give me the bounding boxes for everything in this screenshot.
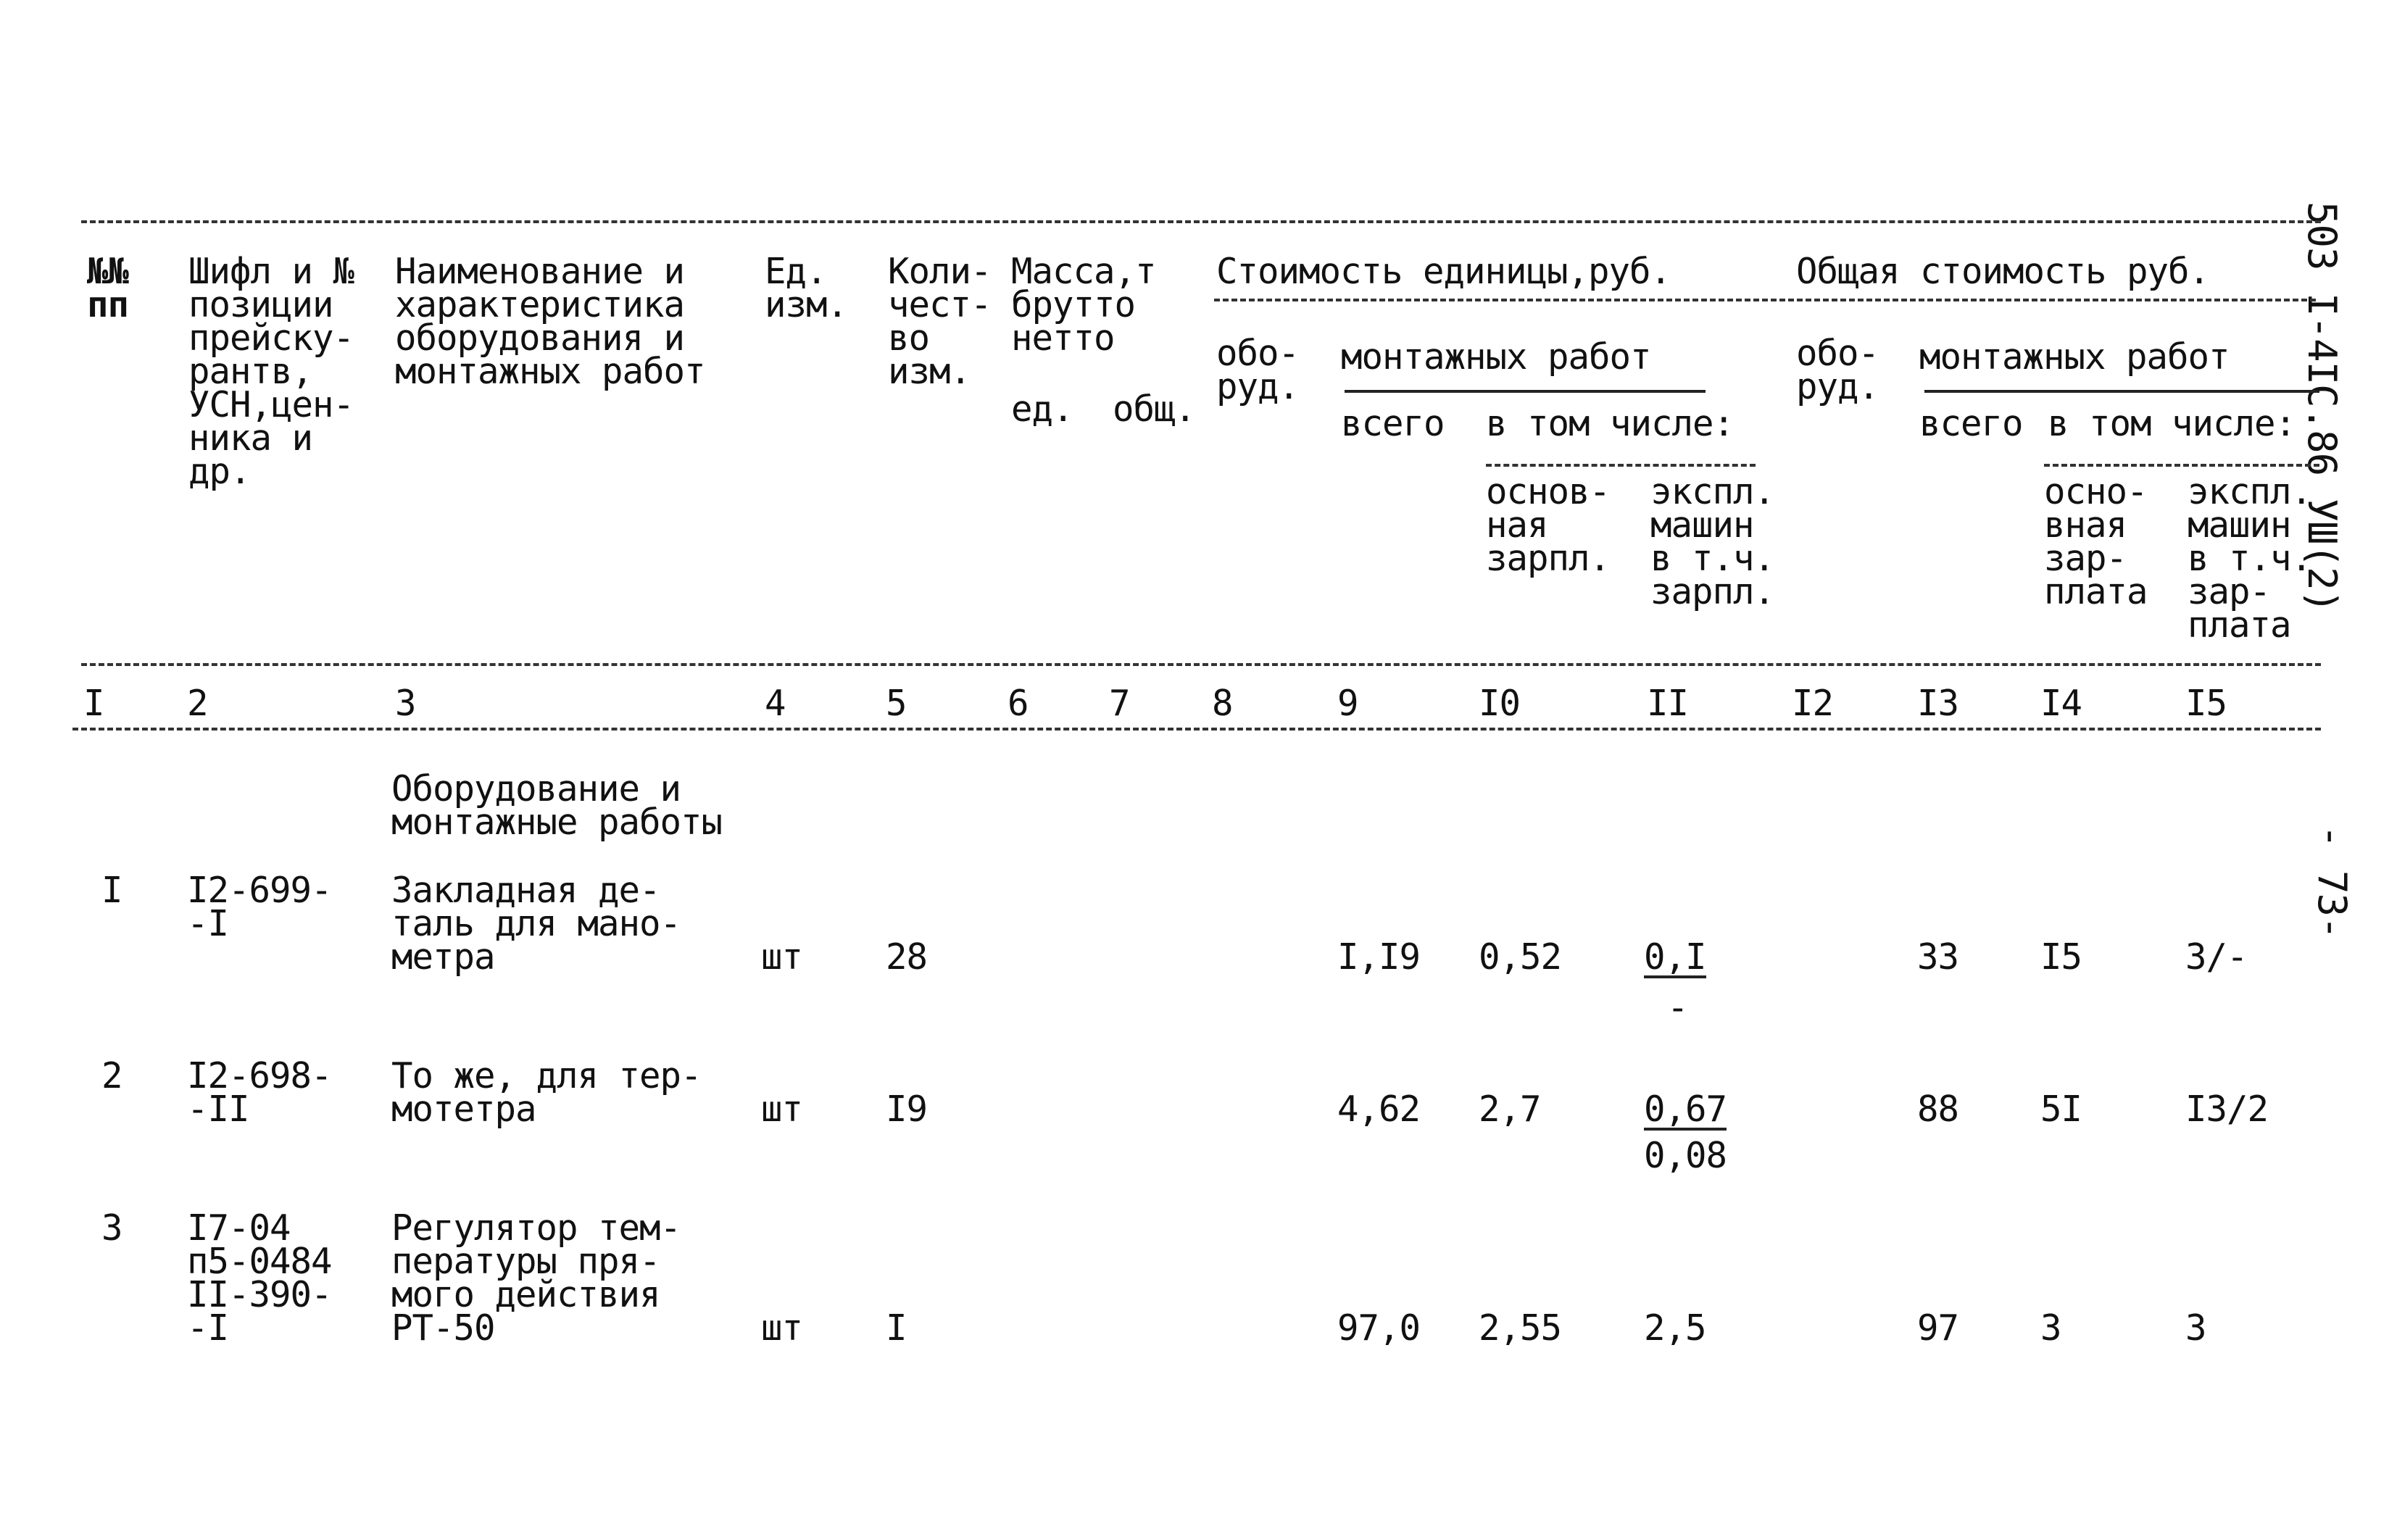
header-code: Шифл и № позиции прейску- рантв, УСН,цен- ника и др. (188, 251, 354, 492)
colnum-7: 7 (1109, 683, 1130, 724)
colnum-5: 5 (886, 683, 907, 724)
header-mass-total: общ. (1113, 388, 1196, 430)
row-3-cost-total: 97,0 (1337, 1307, 1421, 1349)
header-base-salary-unit: основ- ная зарпл. (1486, 471, 1611, 579)
header-vsego-total: всего (1919, 403, 2023, 444)
colnum-15: I5 (2185, 683, 2227, 724)
colnum-10: I0 (1479, 683, 1521, 724)
section-title: Оборудование и монтажные работы (391, 768, 723, 843)
colnum-12: I2 (1792, 683, 1834, 724)
row-2-total-machines: I3/2 (2185, 1089, 2269, 1130)
row-3-total-machines: 3 (2185, 1307, 2206, 1349)
row-3-num: 3 (101, 1207, 122, 1249)
header-machines-total: экспл. машин в т.ч. зар- плата (2188, 471, 2312, 646)
row-3-total-salary: 3 (2040, 1307, 2061, 1349)
top-rule (81, 220, 2321, 223)
page-number: - 73- (2309, 825, 2355, 939)
header-total-cost: Общая стоимость руб. (1796, 251, 2210, 292)
header-mass-unit: ед. (1011, 388, 1073, 430)
row-1-cost-machines: 0,I (1644, 936, 1706, 978)
total-vtom-rule (2044, 464, 2319, 467)
row-2-cost-salary: 2,7 (1479, 1089, 1541, 1130)
header-vsego-unit: всего (1341, 403, 1445, 444)
row-3-unit: шт (761, 1307, 803, 1349)
row-1-total-machines: 3/- (2185, 936, 2248, 978)
header-base-salary-total: осно- вная зар- плата (2044, 471, 2148, 612)
colnum-2: 2 (187, 683, 208, 724)
colnum-14: I4 (2040, 683, 2082, 724)
row-2-machines-salary: 0,08 (1644, 1135, 1727, 1176)
row-2-code: I2-698- -II (187, 1055, 332, 1130)
colnum-9: 9 (1337, 683, 1358, 724)
row-1-total: 33 (1917, 936, 1959, 978)
row-1-machines-salary: - (1667, 987, 1688, 1028)
colnum-bottom-rule (72, 728, 2321, 731)
colnum-3: 3 (395, 683, 416, 724)
row-1-code: I2-699- -I (187, 870, 332, 944)
header-machines-unit: экспл. машин в т.ч. зарпл. (1650, 471, 1775, 612)
row-2-total-salary: 5I (2040, 1089, 2082, 1130)
row-3-total: 97 (1917, 1307, 1959, 1349)
row-1-cost-total: I,I9 (1337, 936, 1421, 978)
row-3-qty: I (886, 1307, 907, 1349)
header-equip-unit: обо- руд. (1216, 333, 1300, 407)
row-2-qty: I9 (886, 1089, 928, 1130)
row-3-name: Регулятор тем- пературы пря- мого действия РТ-50 (391, 1207, 681, 1349)
row-1-num: I (101, 870, 122, 911)
row-3-cost-salary: 2,55 (1479, 1307, 1562, 1349)
header-vtom-total: в том числе: (2048, 403, 2296, 444)
colnum-13: I3 (1917, 683, 1959, 724)
row-2-num: 2 (101, 1055, 122, 1096)
colnum-4: 4 (765, 683, 786, 724)
header-unit-cost: Стоимость единицы,руб. (1216, 251, 1671, 292)
header-quantity: Коли- чест- во изм. (888, 251, 992, 392)
header-unit: Ед. изм. (765, 251, 848, 325)
header-equip-total: обо- руд. (1796, 333, 1879, 407)
row-2-unit: шт (761, 1089, 803, 1130)
colnum-8: 8 (1212, 683, 1233, 724)
header-mont-unit: монтажных работ (1341, 336, 1651, 378)
row-3-cost-machines: 2,5 (1644, 1307, 1706, 1349)
header-mont-total: монтажных работ (1919, 336, 2230, 378)
document-code: 503 I-4IC.86 УШ(2) (2299, 201, 2345, 613)
row-2-name: То же, для тер- мотетра (391, 1055, 702, 1130)
row-1-cost-salary: 0,52 (1479, 936, 1562, 978)
row-1-total-salary: I5 (2040, 936, 2082, 978)
row-3-code: I7-04 п5-0484 II-390- -I (187, 1207, 332, 1349)
header-vtom-unit: в том числе: (1486, 403, 1735, 444)
colnum-6: 6 (1008, 683, 1029, 724)
unit-mont-rule (1345, 390, 1706, 393)
cost-group-rule (1214, 299, 2316, 301)
colnum-1: I (83, 683, 104, 724)
header-name: Наименование и характеристика оборудования и монтажных работ (395, 251, 705, 392)
row-1-name: Закладная де- таль для мано- метра (391, 870, 681, 978)
header-mass: Масса,т брутто нетто (1011, 251, 1156, 359)
row-2-cost-machines: 0,67 (1644, 1089, 1727, 1130)
row-2-total: 88 (1917, 1089, 1959, 1130)
row-1-qty: 28 (886, 936, 928, 978)
row-1-unit: шт (761, 936, 803, 978)
row-2-cost-total: 4,62 (1337, 1089, 1421, 1130)
colnum-11: II (1647, 683, 1689, 724)
header-pp: №№ пп (87, 251, 129, 325)
header-bottom-rule (81, 663, 2321, 666)
total-mont-rule (1924, 390, 2319, 393)
unit-vtom-rule (1486, 464, 1756, 467)
